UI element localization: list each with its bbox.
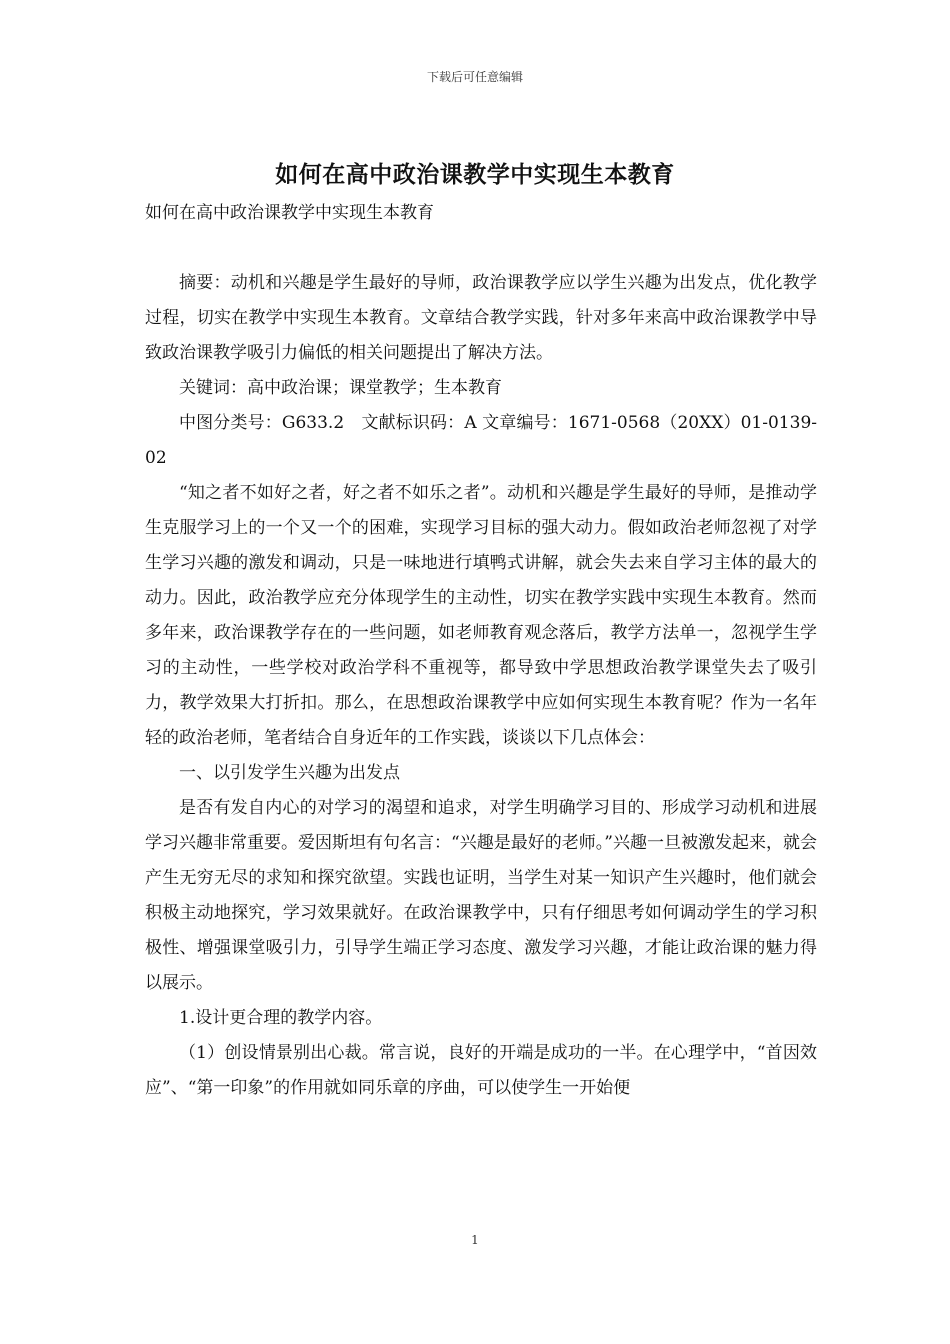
- document-subtitle: 如何在高中政治课教学中实现生本教育: [145, 203, 434, 223]
- document-body: [145, 196, 817, 1106]
- body-paragraph: “知之者不如好之者，好之者不如乐之者”。动机和兴趣是学生最好的导师，是推动学生克服学习上的一个又一个的困难，实现学习目标的强大动力。假如政治老师忽视了对学生学习兴趣的激发和调动，只是一味地进行填鸭式讲解，就会失去来自学习主体的最大的动力。因此，政治教学应充分体现学生的主动性，切实在教学实践中实现生本教育。然而多年来，政治课教学存在的一些问题，如老师教育观念落后，教学方法单一，忽视学生学习的主动性，一些学校对政治学科不重视等，都导致中学思想政治教学课堂失去了吸引力，教学效果大打折扣。那么，在思想政治课教学中应如何实现生本教育呢？作为一名年轻的政治老师，笔者结合自身近年的工作实践，谈谈以下几点体会：: [145, 483, 817, 748]
- classification-line: 中图分类号：G633.2 文献标识码：A 文章编号：1671-0568（20XX）01-0139-02: [145, 413, 817, 468]
- body-paragraph: （1）创设情景别出心裁。常言说，良好的开端是成功的一半。在心理学中，“首因效应”、“第一印象”的作用就如同乐章的序曲，可以使学生一开始便: [145, 1043, 817, 1098]
- keywords-line: 关键词：高中政治课；课堂教学；生本教育: [179, 378, 502, 398]
- section-heading: 一、以引发学生兴趣为出发点: [179, 763, 400, 783]
- body-paragraph: 是否有发自内心的对学习的渴望和追求，对学生明确学习目的、形成学习动机和进展学习兴趣非常重要。爱因斯坦有句名言：“兴趣是最好的老师。”兴趣一旦被激发起来，就会产生无穷无尽的求知和探究欲望。实践也证明，当学生对某一知识产生兴趣时，他们就会积极主动地探究，学习效果就好。在政治课教学中，只有仔细思考如何调动学生的学习积极性、增强课堂吸引力，引导学生端正学习态度、激发学习兴趣，才能让政治课的魅力得以展示。: [145, 798, 817, 993]
- subsection-heading: 1.设计更合理的教学内容。: [179, 1008, 383, 1028]
- page-number: 1: [471, 1233, 479, 1247]
- abstract-paragraph: 摘要：动机和兴趣是学生最好的导师，政治课教学应以学生兴趣为出发点，优化教学过程，切实在教学中实现生本教育。文章结合教学实践，针对多年来高中政治课教学中导致政治课教学吸引力偏低的相关问题提出了解决方法。: [145, 273, 817, 363]
- document-title: 如何在高中政治课教学中实现生本教育: [275, 162, 675, 188]
- page-header-note: 下载后可任意编辑: [426, 70, 523, 84]
